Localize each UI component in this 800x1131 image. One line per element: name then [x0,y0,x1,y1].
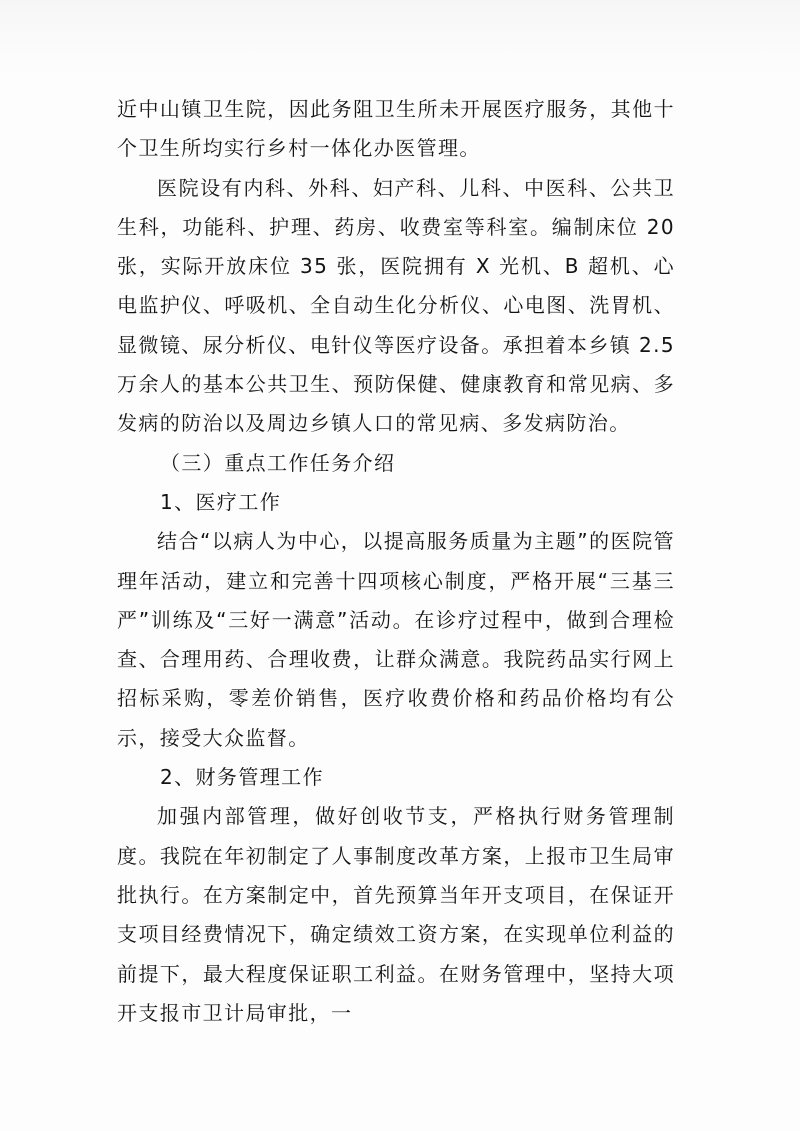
document-body [117,90,675,1033]
paragraph-continued: 近中山镇卫生院，因此务阻卫生所未开展医疗服务，其他十个卫生所均实行乡村一体化办医管理。 [117,97,675,161]
paragraph-financial-management: 加强内部管理，做好创收节支，严格执行财务管理制度。我院在年初制定了人事制度改革方案，上报市卫生局审批执行。在方案制定中，首先预算当年开支项目，在保证开支项目经费情况下，确定绩效工资方案，在实现单位利益的前提下，最大程度保证职工利益。在财务管理中，坚持大项开支报市卫计局审批，一 [117,804,675,1025]
scan-shading [0,0,800,78]
subheading-financial-management: 2、财务管理工作 [160,765,324,790]
paragraph-medical-work: 结合“以病人为中心，以提高服务质量为主题”的医院管理年活动，建立和完善十四项核心制度，严格开展“三基三严”训练及“三好一满意”活动。在诊疗过程中，做到合理检查、合理用药、合理收费，让群众满意。我院药品实行网上招标采购，零差价销售，医疗收费价格和药品价格均有公示，接受大众监督。 [117,529,675,750]
paragraph-hospital-departments: 医院设有内科、外科、妇产科、儿科、中医科、公共卫生科，功能科、护理、药房、收费室等科室。编制床位 20 张，实际开放床位 35 张，医院拥有 X 光机、B 超机、心电监护仪、呼吸机、全自动生化分析仪、心电图、洗胃机、显微镜、尿分析仪、电针仪等医疗设备。承担着本乡镇 2.5 万余人的基本公共卫生、预防保健、健康教育和常见病、多发病的防治以及周边乡镇人口的常见病、多发病防治。 [117,175,675,436]
section-heading-key-tasks: （三）重点工作任务介绍 [160,450,396,475]
subheading-medical-work: 1、医疗工作 [160,489,282,514]
